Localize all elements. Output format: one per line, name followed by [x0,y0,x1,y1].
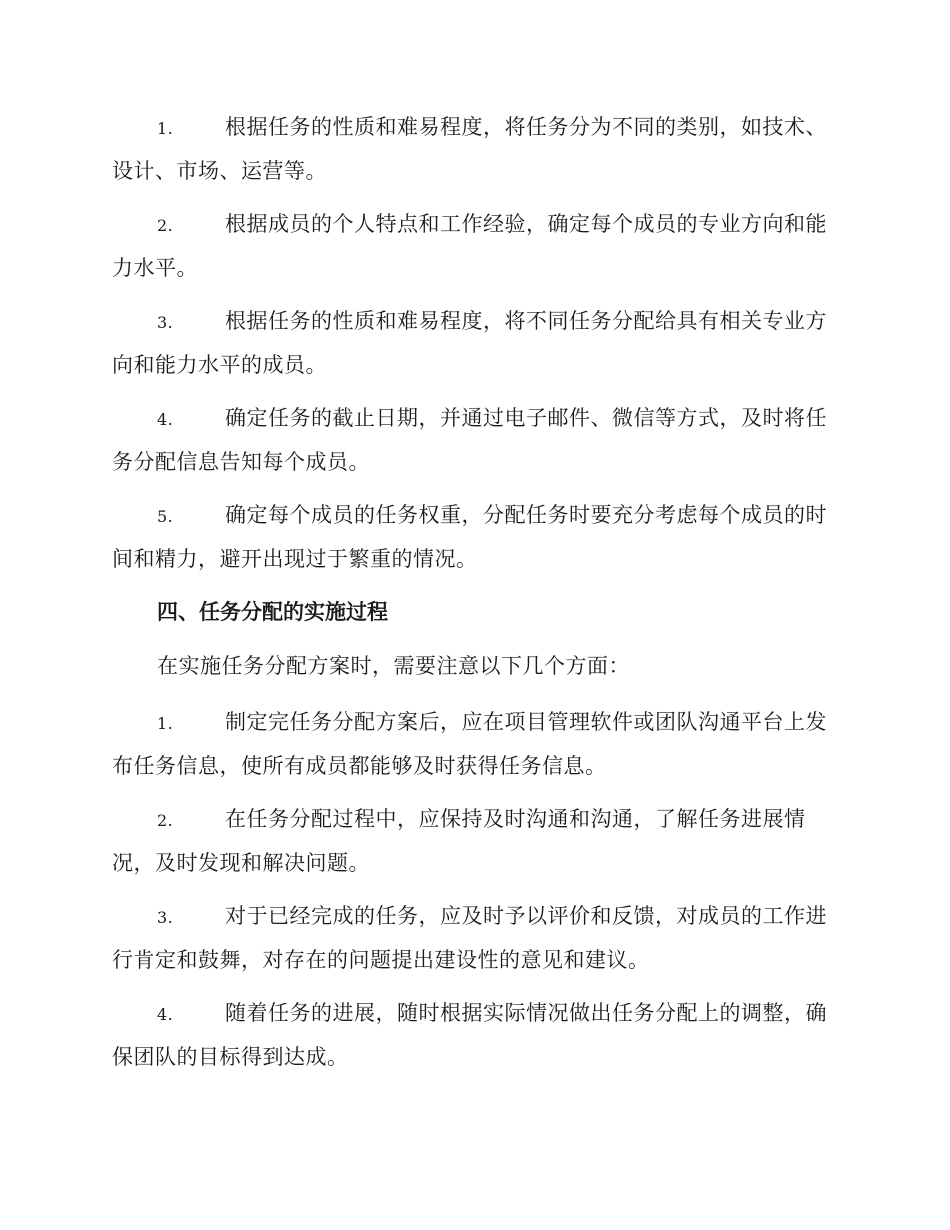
list-number: 1. [157,714,174,733]
intro-paragraph: 在实施任务分配方案时，需要注意以下几个方面： [157,654,630,678]
list2-item [112,798,836,884]
list-number: 4. [157,410,174,429]
list-number: 3. [157,313,174,332]
list-text: 根据任务的性质和难易程度，将任务分为不同的类别，如技术、设计、市场、运营等。 [112,115,827,183]
list-text: 确定每个成员的任务权重，分配任务时要充分考虑每个成员的时间和精力，避开出现过于繁重的情况。 [112,503,827,571]
list-number: 2. [157,811,174,830]
list-text: 制定完任务分配方案后，应在项目管理软件或团队沟通平台上发布任务信息，使所有成员都能够及时获得任务信息。 [112,710,827,778]
list-text: 对于已经完成的任务，应及时予以评价和反馈，对成员的工作进行肯定和鼓舞，对存在的问题提出建设性的意见和建议。 [112,904,827,972]
list1-item [112,397,836,483]
list1-item [112,203,836,289]
list1-item [112,106,836,192]
list1-item [112,300,836,386]
list-text: 根据任务的性质和难易程度，将不同任务分配给具有相关专业方向和能力水平的成员。 [112,309,827,377]
list-number: 3. [157,908,174,927]
list-number: 1. [157,119,174,138]
list1-item [112,494,836,580]
list-text: 确定任务的截止日期，并通过电子邮件、微信等方式，及时将任务分配信息告知每个成员。 [112,406,827,474]
list-text: 在任务分配过程中，应保持及时沟通和沟通，了解任务进展情况，及时发现和解决问题。 [112,807,806,875]
list-number: 5. [157,507,174,526]
list2-item [112,701,836,787]
list-number: 4. [157,1005,174,1024]
list-text: 随着任务的进展，随时根据实际情况做出任务分配上的调整，确保团队的目标得到达成。 [112,1001,827,1069]
section-heading: 四、任务分配的实施过程 [157,600,388,624]
list2-item [112,895,836,981]
list-text: 根据成员的个人特点和工作经验，确定每个成员的专业方向和能力水平。 [112,212,827,280]
list2-item [112,992,836,1078]
list-number: 2. [157,216,174,235]
